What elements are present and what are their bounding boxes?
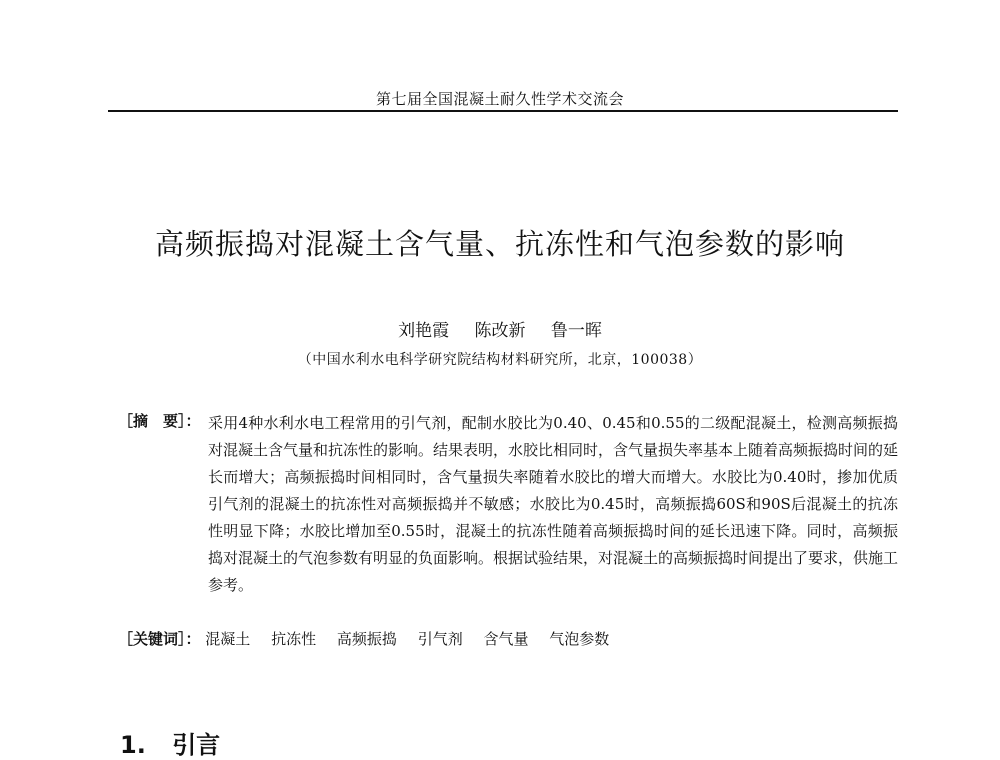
keyword: 引气剂 <box>417 630 463 648</box>
keyword: 高频振捣 <box>336 630 397 648</box>
keyword: 气泡参数 <box>549 630 610 648</box>
section-heading <box>120 725 220 760</box>
author-list <box>0 316 1000 341</box>
running-header: 第七届全国混凝土耐久性学术交流会 <box>375 90 624 108</box>
keyword: 抗冻性 <box>271 630 317 648</box>
abstract-label: ［摘 要］： <box>118 412 201 430</box>
author-name: 刘艳霞 <box>398 321 450 341</box>
section-title: 引言 <box>172 731 221 759</box>
keyword: 含气量 <box>483 630 529 648</box>
affiliation: （中国水利水电科学研究院结构材料研究所，北京，100038） <box>297 352 703 368</box>
abstract-text: 采用4种水利水电工程常用的引气剂，配制水胶比为0.40、0.45和0.55的二级配混凝土，检测高频振捣对混凝土含气量和抗冻性的影响。结果表明，水胶比相同时，含气量损失率基本上随着高频振捣时间的延长而增大；高频振捣时间相同时，含气量损失率随着水胶比的增大而增大。水胶比为0.40时，掺加优质引气剂的混凝土的抗冻性对高频振捣并不敏感；水胶比为0.45时，高频振捣60S和90S后混凝土的抗冻性明显下降；水胶比增加至0.55时，混凝土的抗冻性随着高频振捣时间的延长迅速下降。同时，高频振捣对混凝土的气泡参数有明显的负面影响。根据试验结果，对混凝土的高频振捣时间提出了要求，供施工参考。 <box>208 414 899 594</box>
section-number: 1. <box>120 731 146 759</box>
author-name: 鲁一晖 <box>550 321 602 341</box>
author-name: 陈改新 <box>474 321 526 341</box>
keywords-label: ［关键词］： <box>118 630 201 648</box>
paper-title: 高频振捣对混凝土含气量、抗冻性和气泡参数的影响 <box>154 227 845 261</box>
keyword: 混凝土 <box>205 630 251 648</box>
header-rule <box>108 110 898 112</box>
keywords-block <box>118 628 898 649</box>
